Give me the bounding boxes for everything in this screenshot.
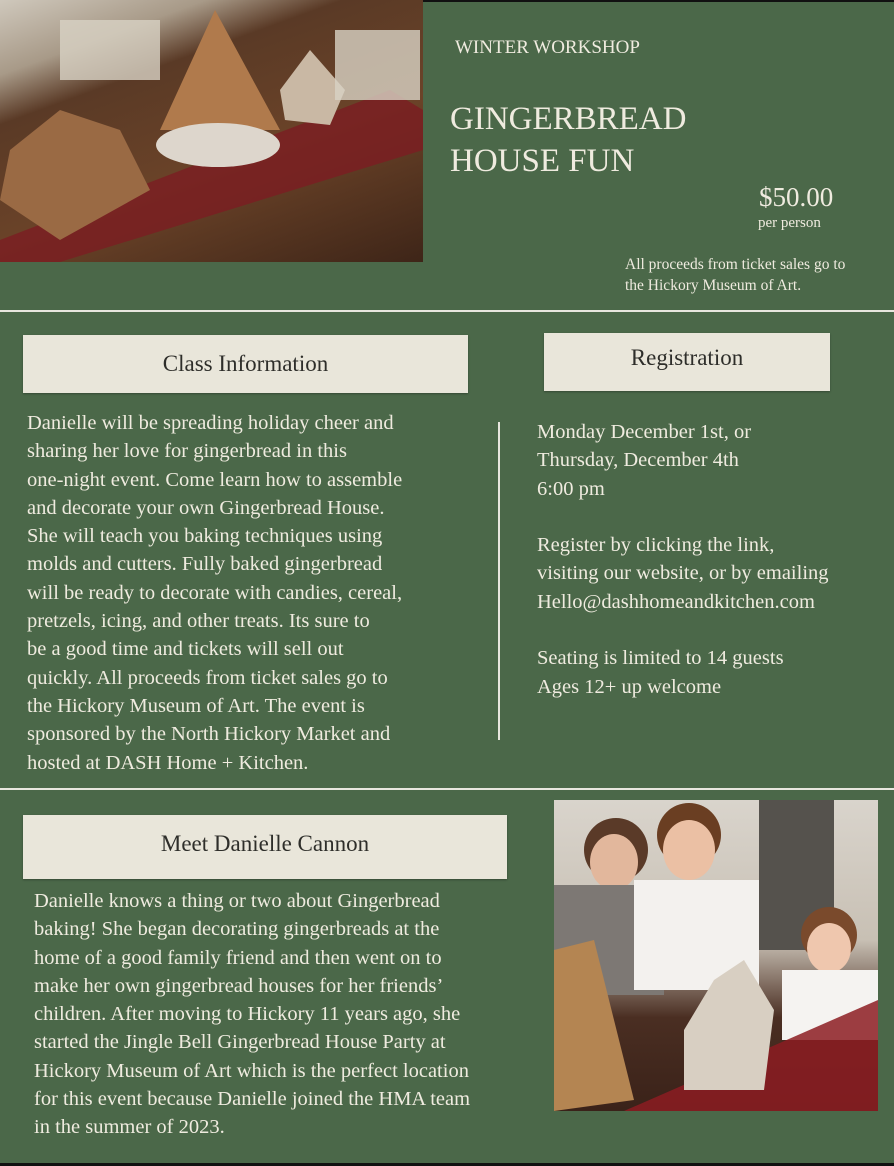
page-title <box>450 98 687 182</box>
column-divider <box>498 422 500 740</box>
text-line: and decorate your own Gingerbread House. <box>27 496 385 519</box>
text-line: quickly. All proceeds from ticket sales go to <box>27 666 388 689</box>
registration-heading: Registration <box>544 333 830 391</box>
text-line: Monday December 1st, or <box>537 421 752 443</box>
text-line: Danielle will be spreading holiday cheer and <box>27 412 394 434</box>
text-line: sharing her love for gingerbread in this <box>27 440 347 463</box>
proceeds-note <box>625 255 845 296</box>
text-line: home of a good family friend and then went on to <box>34 946 442 969</box>
text-line: children. After moving to Hickory 11 years ago, she <box>34 1003 461 1026</box>
text-line: baking! She began decorating gingerbreads at the <box>34 918 440 941</box>
text-line: started the Jingle Bell Gingerbread House Party at <box>34 1031 446 1054</box>
text-line: All proceeds from ticket sales go to <box>625 256 846 273</box>
text-line: molds and cutters. Fully baked gingerbread <box>27 553 383 576</box>
danielle-and-children-photo <box>554 800 878 1111</box>
text-line: the Hickory Museum of Art. The event is <box>27 694 365 717</box>
eyebrow: WINTER WORKSHOP <box>455 37 640 58</box>
registration-text <box>537 418 829 701</box>
text-line: 6:00 pm <box>537 477 605 500</box>
text-line: one-night event. Come learn how to assemble <box>27 468 403 491</box>
text-line: Hickory Museum of Art which is the perfect location <box>34 1059 469 1082</box>
gingerbread-houses-photo <box>0 0 423 262</box>
text-line: Hello@dashhomeandkitchen.com <box>537 590 815 613</box>
text-line: in the summer of 2023. <box>34 1116 225 1139</box>
text-line: Seating is limited to 14 guests <box>537 647 784 670</box>
text-line: make her own gingerbread houses for her friends’ <box>34 974 444 997</box>
section-divider <box>0 310 894 312</box>
text-line: visiting our website, or by emailing <box>537 562 829 585</box>
text-line: Thursday, December 4th <box>537 449 739 472</box>
title-line: GINGERBREAD <box>450 101 687 137</box>
text-line: for this event because Danielle joined the HMA team <box>34 1088 471 1111</box>
text-line: the Hickory Museum of Art. <box>625 276 802 294</box>
text-line: She will teach you baking techniques using <box>27 525 383 548</box>
class-information-heading: Class Information <box>23 335 468 393</box>
text-line: Ages 12+ up welcome <box>537 675 722 698</box>
text-line: hosted at DASH Home + Kitchen. <box>27 751 309 774</box>
text-line: sponsored by the North Hickory Market and <box>27 723 391 746</box>
text-line <box>537 616 829 644</box>
price: $50.00 <box>759 182 834 212</box>
text-line: Danielle knows a thing or two about Gingerbread <box>34 890 440 912</box>
text-line <box>537 503 829 531</box>
meet-heading: Meet Danielle Cannon <box>23 815 507 879</box>
price-unit: per person <box>758 215 821 231</box>
text-line: will be ready to decorate with candies, cereal, <box>27 581 403 604</box>
section-divider <box>0 788 894 790</box>
meet-text <box>34 887 470 1142</box>
text-line: be a good time and tickets will sell out <box>27 638 344 661</box>
class-information-text <box>27 409 402 777</box>
text-line: pretzels, icing, and other treats. Its sure to <box>27 610 370 633</box>
title-line: HOUSE FUN <box>450 143 635 179</box>
text-line: Register by clicking the link, <box>537 534 775 557</box>
